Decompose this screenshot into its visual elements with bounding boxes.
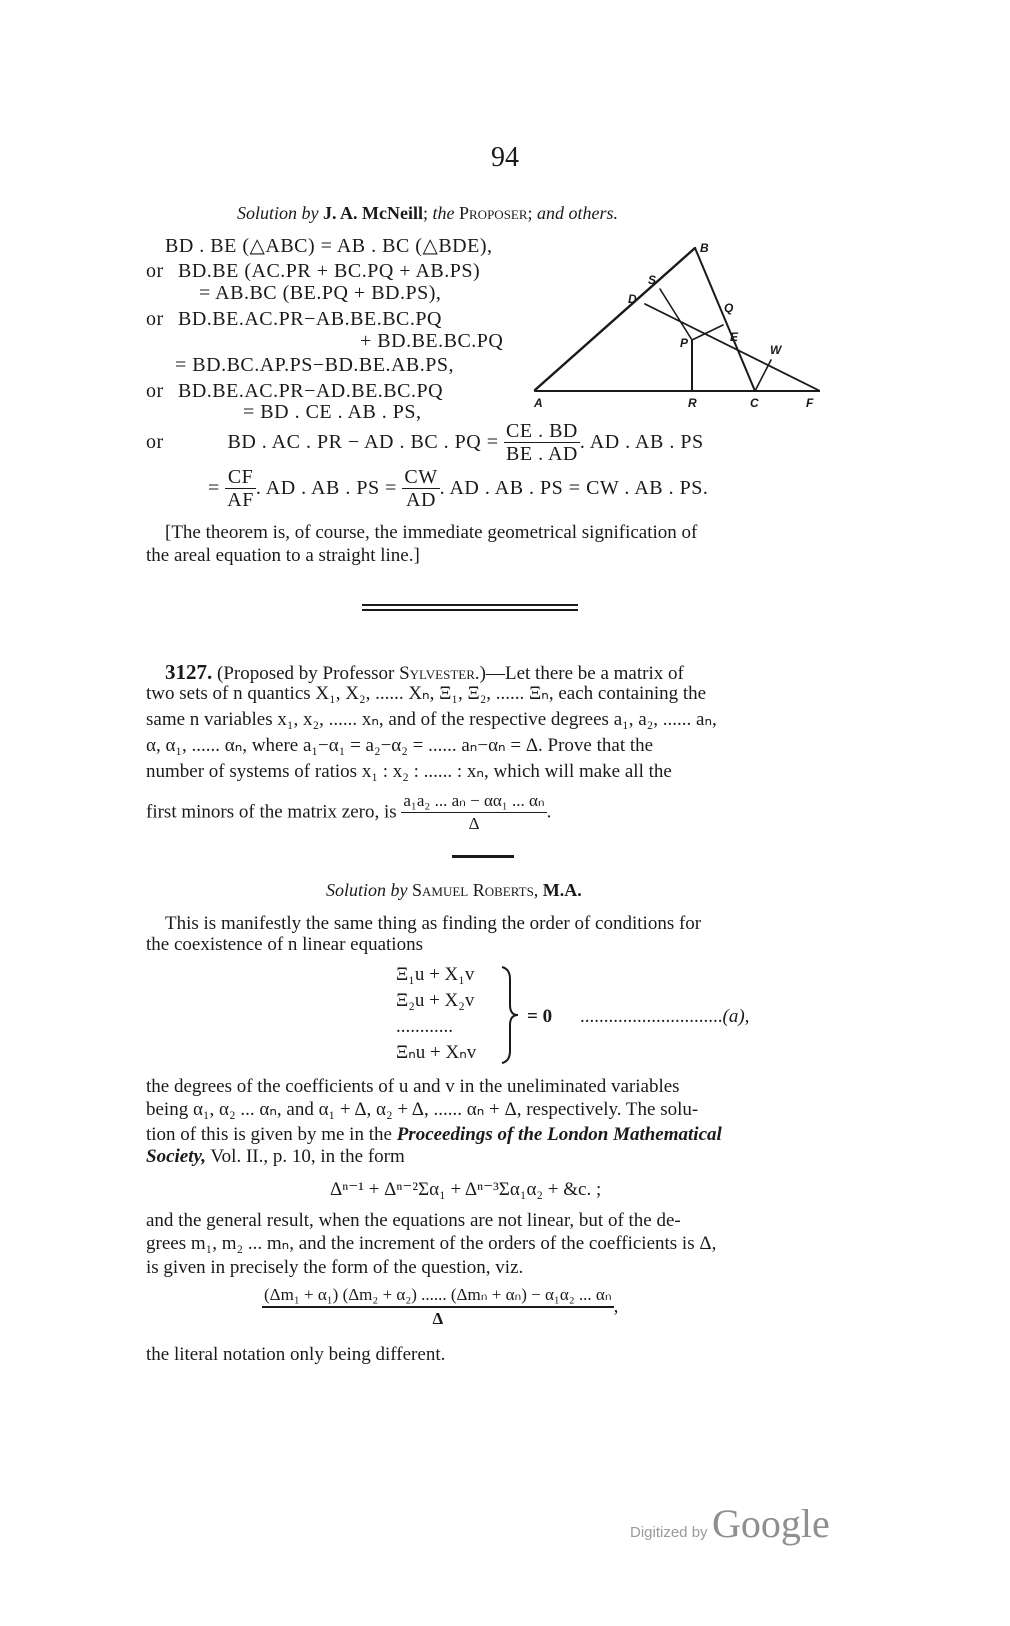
problem-line: two sets of n quantics X₁, X₂, ...... Xₙ, Ξ₁, Ξ₂, ...... Ξₙ, each containing the — [146, 683, 707, 704]
problem-proposed-label: (Proposed by Professor — [217, 663, 395, 684]
problem-proposer: Sylvester. — [399, 663, 480, 684]
journal-title: Society, — [146, 1146, 206, 1167]
problem-text: first minors of the matrix zero, is — [146, 801, 397, 823]
equation-text: BD.BE.AC.PR−AB.BE.BC.PQ — [178, 308, 442, 330]
label-c: C — [750, 396, 759, 410]
equation-line — [199, 282, 441, 305]
system-rhs: = 0 — [527, 1006, 553, 1027]
equation-or: or — [146, 431, 164, 453]
fraction-denominator: Δ — [432, 1309, 444, 1328]
solution-by-label: Solution by — [237, 203, 319, 223]
google-logo: Google — [712, 1501, 830, 1546]
perp-cw — [755, 360, 771, 391]
label-s: S — [648, 273, 657, 287]
equals-sign: = — [208, 477, 220, 499]
equation-text: BD.BE (AC.PR + BC.PQ + AB.PS) — [178, 260, 481, 282]
others-label: and others. — [537, 203, 619, 223]
label-b: B — [700, 241, 709, 255]
triangle-figure — [530, 235, 820, 410]
final-formula — [262, 1284, 618, 1330]
problem-line: same n variables x₁, x₂, ...... xₙ, and of the respective degrees a₁, a₂, ...... aₙ, — [146, 709, 717, 730]
equation-lhs: BD . AC . PR − AD . BC . PQ = — [227, 431, 499, 453]
separator: ; — [422, 203, 428, 223]
equation-or: or — [146, 260, 164, 282]
section-divider — [362, 604, 578, 606]
the-label: the — [432, 203, 455, 223]
equation-line — [146, 380, 443, 403]
equation-text: BD.BE.AC.PR−AD.BE.BC.PQ — [178, 380, 444, 402]
label-d: D — [628, 292, 637, 306]
equation-text: BD . BE (△ABC) = AB . BC (△BDE), — [165, 235, 493, 257]
equation-line — [146, 260, 480, 283]
journal-title: Proceedings of the London Mathematical — [396, 1124, 722, 1145]
dot-leader: .............................. — [580, 1006, 723, 1027]
fraction-numerator: CW — [404, 466, 438, 488]
equation-text: . AD . AB . PS = — [255, 477, 397, 499]
system-row: ............ — [396, 1016, 453, 1037]
equation-line — [175, 354, 454, 377]
paragraph-line: This is manifestly the same thing as finding the order of conditions for — [165, 913, 702, 934]
perp-pq — [692, 325, 723, 340]
problem-line: number of systems of ratios x₁ : x₂ : ...... : xₙ, which will make all the — [146, 761, 672, 782]
solution-author: Samuel Roberts, — [412, 880, 539, 900]
problem-line: α, α₁, ...... αₙ, where a₁−α₁ = a₂−α₂ = ...... aₙ−αₙ = Δ. Prove that the — [146, 735, 654, 756]
equation-text: = BD . CE . AB . PS, — [243, 401, 422, 423]
solution-heading — [237, 203, 618, 224]
paragraph-line: and the general result, when the equations are not linear, but of the de- — [146, 1210, 681, 1231]
side-ab — [535, 248, 695, 390]
paragraph-line — [146, 1124, 722, 1146]
paragraph-text: tion of this is given by me in the — [146, 1124, 392, 1145]
system-row: Ξ₁u + X₁v — [396, 964, 475, 985]
equation-or-fraction — [146, 420, 704, 465]
watermark-prefix: Digitized by — [630, 1524, 708, 1541]
problem-text: )—Let there be a matrix of — [479, 663, 684, 684]
label-f: F — [806, 396, 814, 410]
digitized-watermark — [630, 1500, 830, 1547]
system-row: Ξₙu + Xₙv — [396, 1042, 477, 1063]
proposer-name: Proposer — [459, 203, 528, 223]
closing-line: the literal notation only being different. — [146, 1344, 446, 1365]
equation-text: = AB.BC (BE.PQ + BD.PS), — [199, 282, 442, 304]
page-number: 94 — [491, 142, 519, 173]
paragraph-line: the degrees of the coefficients of u and v in the uneliminated variables — [146, 1076, 680, 1097]
equation-or: or — [146, 308, 164, 330]
right-brace — [498, 965, 520, 1065]
solution-heading — [326, 880, 582, 901]
fraction-denominator: AF — [227, 489, 254, 511]
fraction-denominator: BE . AD — [506, 443, 578, 465]
series-expression: Δⁿ⁻¹ + Δⁿ⁻²Σα₁ + Δⁿ⁻³Σα₁α₂ + &c. ; — [330, 1179, 602, 1200]
paragraph-line: is given in precisely the form of the question, viz. — [146, 1257, 524, 1278]
equation-rhs: . AD . AB . PS — [579, 431, 704, 453]
system-leader — [580, 1006, 749, 1028]
fraction-denominator: Δ — [468, 814, 480, 833]
equation-final-line — [208, 466, 708, 511]
equation-tag: (a), — [722, 1006, 750, 1027]
problem-last-line — [146, 790, 551, 835]
problem-number: 3127. — [165, 660, 213, 684]
label-r: R — [688, 396, 697, 410]
period: . — [546, 801, 552, 823]
section-divider — [362, 609, 578, 611]
fraction — [262, 1284, 614, 1330]
fraction — [402, 466, 439, 511]
label-a: A — [534, 396, 543, 410]
equation-text: = BD.BC.AP.PS−BD.BE.AB.PS, — [175, 354, 454, 376]
paragraph-line: being α₁, α₂ ... αₙ, and α₁ + Δ, α₂ + Δ, ...... αₙ + Δ, respectively. The solu- — [146, 1099, 699, 1120]
paragraph-line — [146, 1146, 405, 1168]
fraction-numerator: (Δm₁ + α₁) (Δm₂ + α₂) ...... (Δmₙ + αₙ) − α₁α₂ ... αₙ — [262, 1284, 614, 1308]
equation-line — [146, 308, 442, 331]
separator: ; — [527, 203, 533, 223]
solution-by-label: Solution by — [326, 880, 408, 900]
paragraph-line: the coexistence of n linear equations — [146, 934, 423, 955]
system-row: Ξ₂u + X₂v — [396, 990, 475, 1011]
label-p: P — [680, 336, 689, 350]
solution-author: J. A. McNeill — [323, 203, 423, 223]
note-line: [The theorem is, of course, the immediate geometrical signification of — [165, 522, 698, 543]
fraction-denominator: AD — [406, 489, 436, 511]
fraction-numerator: CE . BD — [506, 420, 578, 442]
label-e: E — [730, 330, 739, 344]
equation-text: + BD.BE.BC.PQ — [360, 330, 504, 352]
fraction — [504, 420, 580, 465]
label-q: Q — [724, 301, 734, 315]
transversal-df — [645, 304, 820, 391]
equation-line — [360, 330, 503, 353]
paragraph-text: Vol. II., p. 10, in the form — [210, 1146, 405, 1167]
paragraph-line: grees m₁, m₂ ... mₙ, and the increment of the orders of the coefficients is Δ, — [146, 1233, 717, 1254]
label-w: W — [770, 343, 782, 357]
comma: , — [613, 1296, 619, 1317]
equation-or: or — [146, 380, 164, 402]
solution-degree: M.A. — [542, 880, 582, 900]
equation-text: . AD . AB . PS = CW . AB . PS. — [439, 477, 709, 499]
fraction-numerator: a₁a₂ ... aₙ − αα₁ ... αₙ — [401, 790, 546, 813]
short-divider — [452, 855, 514, 858]
note-line: the areal equation to a straight line.] — [146, 545, 420, 566]
side-bc — [695, 248, 755, 391]
fraction-numerator: CF — [225, 466, 256, 489]
equation-system — [396, 962, 476, 1066]
equation-line — [165, 233, 493, 258]
fraction — [401, 790, 546, 835]
fraction — [225, 466, 256, 511]
